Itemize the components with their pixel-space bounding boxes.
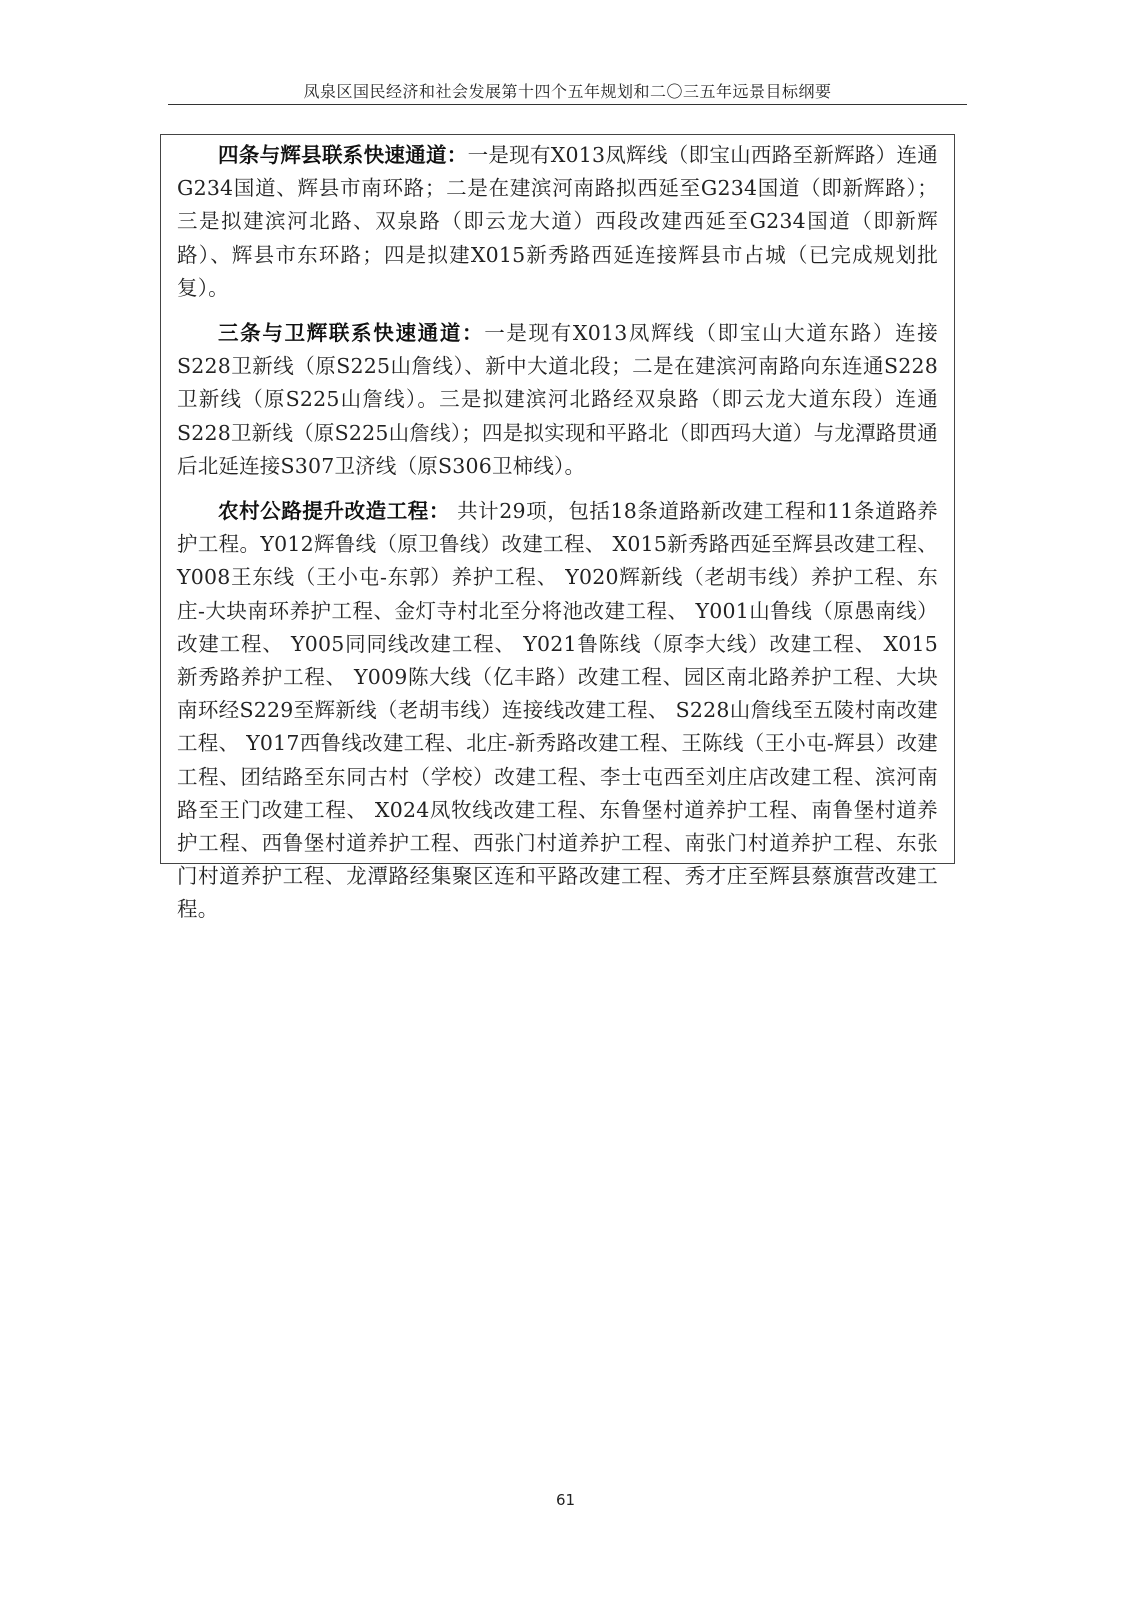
- paragraph-weihui-channels: [177, 317, 938, 483]
- header-divider: [168, 104, 967, 105]
- paragraph-body: 一是现有X013凤辉线（即宝山西路至新辉路）连通G234国道、辉县市南环路；二是在建滨河南路拟西延至G234国道（即新辉路）；三是拟建滨河北路、双泉路（即云龙大道）西段改建西延至G234国道（即新辉路）、辉县市东环路；四是拟建X015新秀路西延连接辉县市占城（已完成规划批复）。: [177, 143, 938, 300]
- page-number: 61: [555, 1491, 576, 1509]
- paragraph-lead: 四条与辉县联系快速通道：: [218, 143, 468, 167]
- paragraph-lead: 三条与卫辉联系快速通道：: [218, 321, 485, 346]
- content-box: [160, 134, 955, 922]
- page-header-title: 凤泉区国民经济和社会发展第十四个五年规划和二〇三五年远景目标纲要: [303, 82, 832, 101]
- paragraph-body: 共计29项，包括18条道路新改建工程和11条道路养护工程。Y012辉鲁线（原卫鲁线）改建工程、 X015新秀路西延至辉县改建工程、 Y008王东线（王小屯-东郭）养护工程、 Y020辉新线（老胡韦线）养护工程、东庄-大块南环养护工程、金灯寺村北至分将池改建工程、 Y001山鲁线（原愚南线）改建工程、 Y005同同线改建工程、 Y021鲁陈线（原李大线）改建工程、 X015新秀路养护工程、 Y009陈大线（亿丰路）改建工程、园区南北路养护工程、大块南环经S229至辉新线（老胡韦线）连接线改建工程、 S228山詹线至五陵村南改建工程、 Y017西鲁线改建工程、北庄-新秀路改建工程、王陈线（王小屯-辉县）改建工程、团结路至东同古村（学校）改建工程、李士屯西至刘庄店改建工程、滨河南路至王门改建工程、 X024凤牧线改建工程、东鲁堡村道养护工程、南鲁堡村道养护工程、西鲁堡村道养护工程、西张门村道养护工程、南张门村道养护工程、东张门村道养护工程、龙潭路经集聚区连和平路改建工程、秀才庄至辉县蔡旗营改建工程。: [177, 499, 938, 922]
- paragraph-rural-roads: [177, 495, 938, 927]
- paragraph-hui-county-channels: [177, 139, 938, 305]
- paragraph-lead: 农村公路提升改造工程：: [218, 499, 450, 524]
- paragraph-body: 一是现有X013凤辉线（即宝山大道东路）连接S228卫新线（原S225山詹线）、新中大道北段；二是在建滨河南路向东连通S228卫新线（原S225山詹线）。三是拟建滨河北路经双泉路（即云龙大道东段）连通S228卫新线（原S225山詹线）；四是拟实现和平路北（即西玛大道）与龙潭路贯通后北延连接S307卫济线（原S306卫柿线）。: [177, 321, 938, 478]
